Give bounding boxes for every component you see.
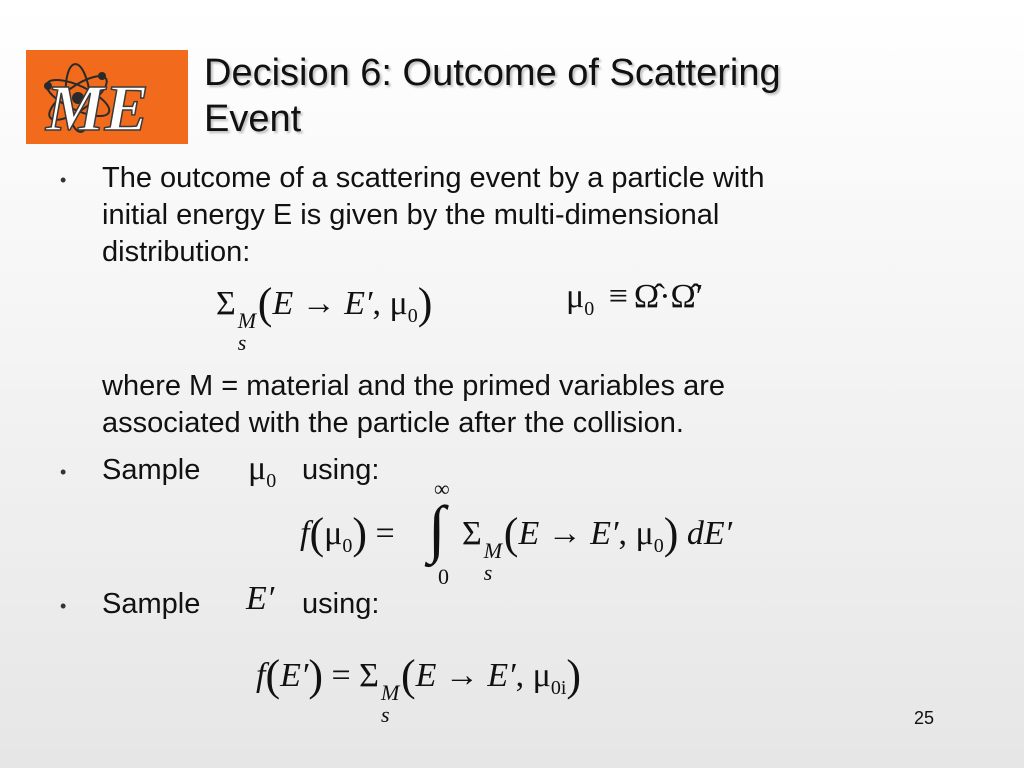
mu-symbol: μ [566,278,585,315]
energy-e-prime: E′ [590,515,619,552]
equation-scattering-distribution [216,278,433,355]
superscript-m: M [483,538,503,563]
energy-e-prime: E′ [344,285,373,322]
where-line-2: associated with the particle after the collision. [102,407,684,439]
bullet-2-label: Sample [102,454,201,486]
bullet-marker: • [60,170,67,190]
omega-hat-prime: Ω̂′ [670,278,704,315]
subscript-zero: 0 [584,298,595,320]
equals-sign: = [375,515,395,552]
integral-upper-limit: ∞ [434,476,450,501]
differential-de-prime: dE′ [686,515,733,552]
subscript-zero: 0 [407,305,418,327]
arrow-icon: → [547,515,582,552]
left-paren: ( [503,509,519,558]
sigma-symbol: Σ [359,657,379,694]
equals-sign: = [331,657,351,694]
title-line-2: Event [204,98,302,140]
omega-hat: Ω̂ [633,278,660,315]
sigma-symbol: Σ [216,285,236,322]
equiv-symbol: ≡ [608,278,628,315]
equation-integrand [462,508,733,585]
right-paren: ) [308,651,323,700]
bullet-3-label: Sample [102,588,201,620]
right-paren: ) [663,509,679,558]
right-paren: ) [417,279,433,328]
mu-symbol: μ [532,657,551,694]
dot-symbol: · [659,278,671,315]
superscript-m: M [380,680,400,705]
right-paren: ) [566,651,582,700]
energy-e: E [518,515,540,552]
subscript-zero: 0 [266,470,277,492]
slide-title [204,50,1004,142]
bullet-2-after: using: [302,454,380,486]
equation-mu-definition [566,278,703,321]
bullet-marker: • [60,462,67,482]
arrow-icon: → [301,285,336,322]
subscript-s: s [380,702,390,727]
function-f: f [256,657,266,694]
function-f: f [300,515,310,552]
logo-text: ME [46,72,149,144]
integral-symbol: ∫ [428,493,446,564]
page-number: 25 [914,708,935,728]
energy-e-prime: E′ [246,580,275,617]
mu-symbol: μ [635,515,654,552]
subscript-s: s [237,330,247,355]
where-paragraph [102,368,725,442]
logo [26,50,188,144]
integral-lower-limit: 0 [438,564,449,589]
title-line-1: Decision 6: Outcome of Scattering [204,52,781,94]
bullet-1-line-1: The outcome of a scattering event by a particle with [102,162,765,194]
subscript-zero: 0 [342,535,353,557]
left-paren: ( [309,509,325,558]
bullet-3-after: using: [302,588,380,620]
left-paren: ( [400,651,416,700]
subscript-zero-i: 0i [550,677,567,699]
sigma-symbol: Σ [462,515,482,552]
equation-f-e-prime [256,650,582,727]
right-paren: ) [352,509,367,558]
arrow-icon: → [444,657,479,694]
comma: , [618,515,627,552]
comma: , [515,657,525,694]
energy-e-prime: E′ [487,657,516,694]
inline-mu0 [248,450,276,493]
inline-e-prime [246,580,274,618]
energy-e-prime: E′ [280,657,309,694]
atom-logo-icon [26,50,188,144]
mu-symbol: μ [389,285,408,322]
where-line-1: where M = material and the primed variables are [102,370,725,402]
subscript-zero: 0 [653,535,664,557]
energy-e: E [272,285,294,322]
comma: , [372,285,381,322]
energy-e: E [415,657,437,694]
mu-symbol: μ [324,515,343,552]
bullet-1-text [102,160,765,271]
left-paren: ( [265,651,281,700]
left-paren: ( [257,279,273,328]
bullet-1-line-3: distribution: [102,236,251,268]
bullet-1-line-2: initial energy E is given by the multi-dimensional [102,199,720,231]
superscript-m: M [237,308,257,333]
bullet-marker: • [60,596,67,616]
subscript-s: s [483,560,493,585]
mu-symbol: μ [248,450,267,487]
equation-f-mu0 [300,508,395,559]
